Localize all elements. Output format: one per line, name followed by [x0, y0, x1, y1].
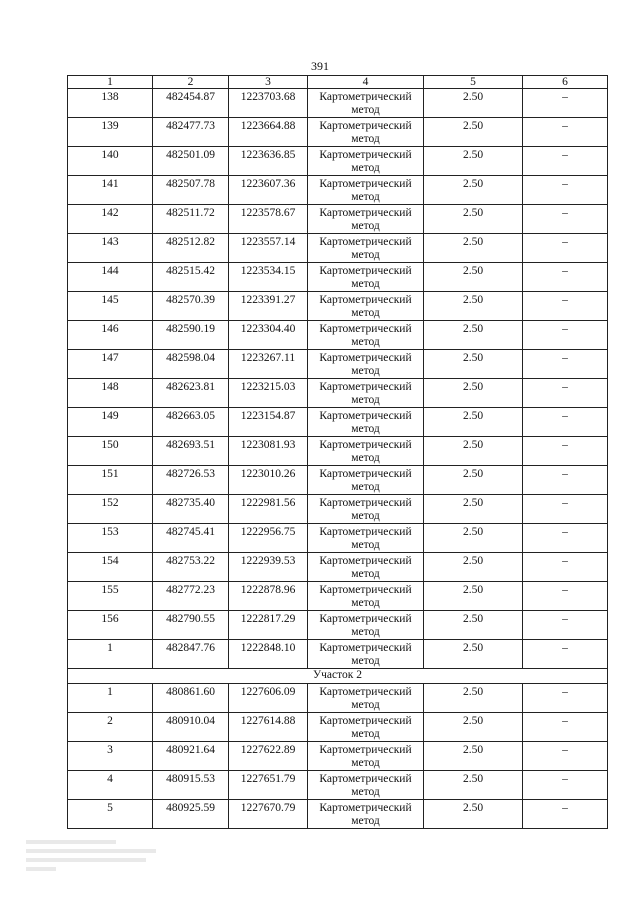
method-cell — [308, 205, 424, 234]
method-cell — [308, 118, 424, 147]
method-line-1: Картометрический — [319, 642, 412, 654]
y-coordinate-cell: 1223703.68 — [229, 89, 308, 118]
method-line-1: Картометрический — [319, 686, 412, 698]
description-cell: – — [523, 118, 608, 147]
table-row — [68, 379, 608, 408]
table-row — [68, 771, 608, 800]
table-row — [68, 408, 608, 437]
point-number-cell: 1 — [68, 684, 153, 713]
method-cell — [308, 147, 424, 176]
method-line-2: метод — [351, 699, 380, 711]
accuracy-cell: 2.50 — [424, 321, 523, 350]
table-row — [68, 640, 608, 669]
method-cell — [308, 524, 424, 553]
method-cell — [308, 466, 424, 495]
x-coordinate-cell: 482590.19 — [153, 321, 229, 350]
method-line-1: Картометрический — [319, 91, 412, 103]
method-line-1: Картометрический — [319, 178, 412, 190]
point-number-cell: 5 — [68, 800, 153, 829]
x-coordinate-cell: 482745.41 — [153, 524, 229, 553]
method-line-2: метод — [351, 249, 380, 261]
method-line-2: метод — [351, 104, 380, 116]
coordinates-table — [67, 75, 608, 829]
table-row — [68, 800, 608, 829]
method-cell — [308, 176, 424, 205]
column-header: 4 — [308, 76, 424, 89]
table-row — [68, 684, 608, 713]
method-line-1: Картометрический — [319, 468, 412, 480]
x-coordinate-cell: 482511.72 — [153, 205, 229, 234]
method-line-2: метод — [351, 162, 380, 174]
x-coordinate-cell: 482847.76 — [153, 640, 229, 669]
table-row — [68, 553, 608, 582]
y-coordinate-cell: 1222981.56 — [229, 495, 308, 524]
accuracy-cell: 2.50 — [424, 582, 523, 611]
description-cell: – — [523, 263, 608, 292]
x-coordinate-cell: 480915.53 — [153, 771, 229, 800]
y-coordinate-cell: 1223607.36 — [229, 176, 308, 205]
table-row — [68, 205, 608, 234]
point-number-cell: 138 — [68, 89, 153, 118]
y-coordinate-cell: 1223578.67 — [229, 205, 308, 234]
accuracy-cell: 2.50 — [424, 147, 523, 176]
description-cell: – — [523, 292, 608, 321]
accuracy-cell: 2.50 — [424, 640, 523, 669]
method-line-2: метод — [351, 133, 380, 145]
description-cell: – — [523, 684, 608, 713]
method-line-2: метод — [351, 757, 380, 769]
y-coordinate-cell: 1223215.03 — [229, 379, 308, 408]
accuracy-cell: 2.50 — [424, 176, 523, 205]
table-row — [68, 234, 608, 263]
method-cell — [308, 684, 424, 713]
y-coordinate-cell: 1222848.10 — [229, 640, 308, 669]
method-line-2: метод — [351, 597, 380, 609]
description-cell: – — [523, 379, 608, 408]
table-row — [68, 495, 608, 524]
x-coordinate-cell: 480925.59 — [153, 800, 229, 829]
description-cell: – — [523, 89, 608, 118]
scan-artifact — [26, 840, 166, 880]
point-number-cell: 156 — [68, 611, 153, 640]
table-row — [68, 292, 608, 321]
y-coordinate-cell: 1223557.14 — [229, 234, 308, 263]
method-line-1: Картометрический — [319, 352, 412, 364]
method-cell — [308, 437, 424, 466]
point-number-cell: 142 — [68, 205, 153, 234]
method-cell — [308, 292, 424, 321]
point-number-cell: 1 — [68, 640, 153, 669]
method-line-1: Картометрический — [319, 236, 412, 248]
method-line-2: метод — [351, 728, 380, 740]
point-number-cell: 139 — [68, 118, 153, 147]
accuracy-cell: 2.50 — [424, 524, 523, 553]
x-coordinate-cell: 482735.40 — [153, 495, 229, 524]
y-coordinate-cell: 1223081.93 — [229, 437, 308, 466]
method-line-2: метод — [351, 510, 380, 522]
point-number-cell: 150 — [68, 437, 153, 466]
method-line-1: Картометрический — [319, 802, 412, 814]
method-line-2: метод — [351, 452, 380, 464]
accuracy-cell: 2.50 — [424, 437, 523, 466]
point-number-cell: 3 — [68, 742, 153, 771]
point-number-cell: 152 — [68, 495, 153, 524]
point-number-cell: 148 — [68, 379, 153, 408]
method-line-1: Картометрический — [319, 497, 412, 509]
accuracy-cell: 2.50 — [424, 742, 523, 771]
column-number-row — [68, 76, 608, 89]
method-line-2: метод — [351, 539, 380, 551]
table-row — [68, 466, 608, 495]
x-coordinate-cell: 482477.73 — [153, 118, 229, 147]
description-cell: – — [523, 742, 608, 771]
x-coordinate-cell: 480921.64 — [153, 742, 229, 771]
description-cell: – — [523, 205, 608, 234]
method-line-1: Картометрический — [319, 555, 412, 567]
table-row — [68, 89, 608, 118]
table-row — [68, 713, 608, 742]
method-line-1: Картометрический — [319, 744, 412, 756]
description-cell: – — [523, 582, 608, 611]
accuracy-cell: 2.50 — [424, 379, 523, 408]
table-row — [68, 176, 608, 205]
description-cell: – — [523, 437, 608, 466]
accuracy-cell: 2.50 — [424, 684, 523, 713]
point-number-cell: 143 — [68, 234, 153, 263]
method-cell — [308, 582, 424, 611]
method-cell — [308, 408, 424, 437]
x-coordinate-cell: 482663.05 — [153, 408, 229, 437]
x-coordinate-cell: 482501.09 — [153, 147, 229, 176]
method-cell — [308, 742, 424, 771]
method-line-2: метод — [351, 365, 380, 377]
method-cell — [308, 321, 424, 350]
table-row — [68, 524, 608, 553]
method-line-2: метод — [351, 815, 380, 827]
description-cell: – — [523, 495, 608, 524]
description-cell: – — [523, 800, 608, 829]
accuracy-cell: 2.50 — [424, 466, 523, 495]
y-coordinate-cell: 1227606.09 — [229, 684, 308, 713]
x-coordinate-cell: 482454.87 — [153, 89, 229, 118]
description-cell: – — [523, 147, 608, 176]
description-cell: – — [523, 466, 608, 495]
method-line-2: метод — [351, 786, 380, 798]
method-line-1: Картометрический — [319, 410, 412, 422]
accuracy-cell: 2.50 — [424, 553, 523, 582]
method-line-1: Картометрический — [319, 207, 412, 219]
description-cell: – — [523, 640, 608, 669]
column-header: 3 — [229, 76, 308, 89]
y-coordinate-cell: 1227622.89 — [229, 742, 308, 771]
method-line-1: Картометрический — [319, 265, 412, 277]
method-line-1: Картометрический — [319, 381, 412, 393]
section-row — [68, 669, 608, 684]
method-cell — [308, 495, 424, 524]
method-line-1: Картометрический — [319, 120, 412, 132]
method-line-1: Картометрический — [319, 323, 412, 335]
method-cell — [308, 611, 424, 640]
accuracy-cell: 2.50 — [424, 495, 523, 524]
description-cell: – — [523, 713, 608, 742]
table-row — [68, 321, 608, 350]
point-number-cell: 144 — [68, 263, 153, 292]
method-line-1: Картометрический — [319, 526, 412, 538]
y-coordinate-cell: 1223636.85 — [229, 147, 308, 176]
column-header: 5 — [424, 76, 523, 89]
method-line-2: метод — [351, 191, 380, 203]
description-cell: – — [523, 611, 608, 640]
method-line-2: метод — [351, 626, 380, 638]
description-cell: – — [523, 524, 608, 553]
description-cell: – — [523, 771, 608, 800]
method-cell — [308, 379, 424, 408]
method-line-2: метод — [351, 481, 380, 493]
point-number-cell: 2 — [68, 713, 153, 742]
x-coordinate-cell: 482512.82 — [153, 234, 229, 263]
x-coordinate-cell: 482623.81 — [153, 379, 229, 408]
table-row — [68, 350, 608, 379]
point-number-cell: 155 — [68, 582, 153, 611]
method-cell — [308, 800, 424, 829]
method-line-2: метод — [351, 568, 380, 580]
accuracy-cell: 2.50 — [424, 292, 523, 321]
accuracy-cell: 2.50 — [424, 408, 523, 437]
description-cell: – — [523, 350, 608, 379]
table-row — [68, 742, 608, 771]
point-number-cell: 153 — [68, 524, 153, 553]
x-coordinate-cell: 482515.42 — [153, 263, 229, 292]
section-label: Участок 2 — [68, 669, 608, 684]
table-row — [68, 263, 608, 292]
point-number-cell: 145 — [68, 292, 153, 321]
y-coordinate-cell: 1223391.27 — [229, 292, 308, 321]
page-number: 391 — [311, 59, 329, 73]
method-line-1: Картометрический — [319, 149, 412, 161]
method-cell — [308, 553, 424, 582]
table-row — [68, 147, 608, 176]
point-number-cell: 146 — [68, 321, 153, 350]
accuracy-cell: 2.50 — [424, 350, 523, 379]
x-coordinate-cell: 482570.39 — [153, 292, 229, 321]
y-coordinate-cell: 1223267.11 — [229, 350, 308, 379]
table-row — [68, 437, 608, 466]
point-number-cell: 4 — [68, 771, 153, 800]
point-number-cell: 151 — [68, 466, 153, 495]
y-coordinate-cell: 1227670.79 — [229, 800, 308, 829]
accuracy-cell: 2.50 — [424, 89, 523, 118]
method-line-1: Картометрический — [319, 613, 412, 625]
y-coordinate-cell: 1222817.29 — [229, 611, 308, 640]
x-coordinate-cell: 482753.22 — [153, 553, 229, 582]
coordinates-table-body — [68, 76, 608, 829]
column-header: 6 — [523, 76, 608, 89]
accuracy-cell: 2.50 — [424, 118, 523, 147]
description-cell: – — [523, 553, 608, 582]
accuracy-cell: 2.50 — [424, 611, 523, 640]
method-line-2: метод — [351, 278, 380, 290]
method-line-2: метод — [351, 307, 380, 319]
x-coordinate-cell: 482598.04 — [153, 350, 229, 379]
method-line-1: Картометрический — [319, 715, 412, 727]
description-cell: – — [523, 321, 608, 350]
x-coordinate-cell: 480910.04 — [153, 713, 229, 742]
point-number-cell: 140 — [68, 147, 153, 176]
y-coordinate-cell: 1222939.53 — [229, 553, 308, 582]
method-cell — [308, 234, 424, 263]
accuracy-cell: 2.50 — [424, 205, 523, 234]
method-line-2: метод — [351, 336, 380, 348]
x-coordinate-cell: 482772.23 — [153, 582, 229, 611]
point-number-cell: 147 — [68, 350, 153, 379]
method-line-2: метод — [351, 423, 380, 435]
y-coordinate-cell: 1222956.75 — [229, 524, 308, 553]
method-line-1: Картометрический — [319, 584, 412, 596]
accuracy-cell: 2.50 — [424, 713, 523, 742]
x-coordinate-cell: 482726.53 — [153, 466, 229, 495]
column-header: 1 — [68, 76, 153, 89]
accuracy-cell: 2.50 — [424, 263, 523, 292]
y-coordinate-cell: 1223154.87 — [229, 408, 308, 437]
y-coordinate-cell: 1223304.40 — [229, 321, 308, 350]
method-line-1: Картометрический — [319, 773, 412, 785]
y-coordinate-cell: 1223534.15 — [229, 263, 308, 292]
y-coordinate-cell: 1222878.96 — [229, 582, 308, 611]
accuracy-cell: 2.50 — [424, 234, 523, 263]
point-number-cell: 149 — [68, 408, 153, 437]
method-cell — [308, 713, 424, 742]
table-row — [68, 582, 608, 611]
method-cell — [308, 640, 424, 669]
y-coordinate-cell: 1227614.88 — [229, 713, 308, 742]
column-header: 2 — [153, 76, 229, 89]
method-cell — [308, 771, 424, 800]
x-coordinate-cell: 482507.78 — [153, 176, 229, 205]
x-coordinate-cell: 482790.55 — [153, 611, 229, 640]
table-row — [68, 118, 608, 147]
method-cell — [308, 350, 424, 379]
description-cell: – — [523, 176, 608, 205]
y-coordinate-cell: 1223010.26 — [229, 466, 308, 495]
y-coordinate-cell: 1227651.79 — [229, 771, 308, 800]
description-cell: – — [523, 234, 608, 263]
x-coordinate-cell: 482693.51 — [153, 437, 229, 466]
y-coordinate-cell: 1223664.88 — [229, 118, 308, 147]
method-line-2: метод — [351, 655, 380, 667]
method-line-2: метод — [351, 220, 380, 232]
x-coordinate-cell: 480861.60 — [153, 684, 229, 713]
point-number-cell: 141 — [68, 176, 153, 205]
method-cell — [308, 263, 424, 292]
method-line-1: Картометрический — [319, 294, 412, 306]
accuracy-cell: 2.50 — [424, 800, 523, 829]
description-cell: – — [523, 408, 608, 437]
point-number-cell: 154 — [68, 553, 153, 582]
method-line-2: метод — [351, 394, 380, 406]
method-cell — [308, 89, 424, 118]
accuracy-cell: 2.50 — [424, 771, 523, 800]
method-line-1: Картометрический — [319, 439, 412, 451]
table-row — [68, 611, 608, 640]
